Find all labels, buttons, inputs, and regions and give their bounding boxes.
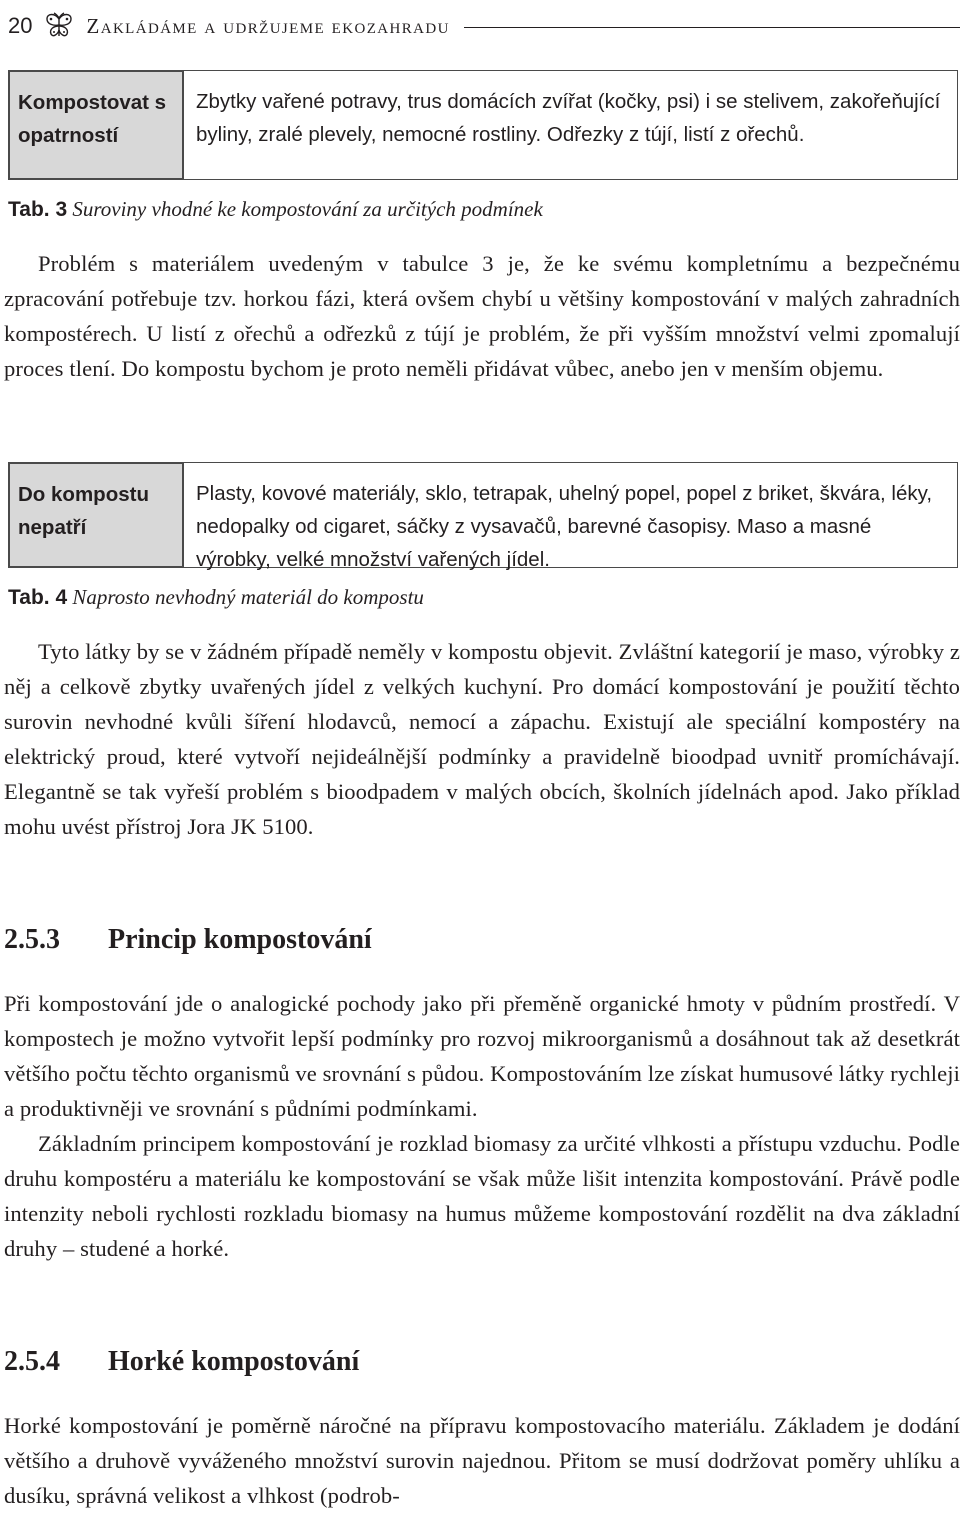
table-3 <box>8 70 958 180</box>
section-title: Princip kompostování <box>108 924 372 955</box>
table-3-caption-text: Suroviny vhodné ke kompostování za určitých podmínek <box>72 197 543 221</box>
running-header-title: Zakládáme a udržujeme ekozahradu <box>86 13 450 38</box>
paragraph-after-table-4 <box>4 634 960 844</box>
section-title: Horké kompostování <box>108 1346 360 1377</box>
body-paragraph: Horké kompostování je poměrně náročné na přípravu kompostovacího materiálu. Základem je dodání většího a druhově vyváženého množství surovin najednou. Přitom se musí dodržovat poměry uhlíku a dusíku, správná velikost a vlhkost (podrob- <box>4 1413 960 1508</box>
table-3-caption <box>8 194 543 225</box>
body-paragraph: Problém s materiálem uvedeným v tabulce 3 je, že ke svému kompletnímu a bezpečnému zpracování potřebuje tzv. horkou fázi, která ovšem chybí u většiny kompostování v malých zahradních kompostérech. U listí z ořechů a odřezků z tújí je problém, že při vyšším množství velmi zpomalují proces tlení. Do kompostu bychom je proto neměli přidávat vůbec, anebo jen v menším objemu. <box>4 251 960 381</box>
table-3-caption-label: Tab. 3 <box>8 198 68 221</box>
table-3-content: Zbytky vařené potravy, trus domácích zvířat (kočky, psi) i se stelivem, zakořeňující byliny, zralé plevely, nemocné rostliny. Odřezky z tújí, listí z ořechů. <box>184 70 958 180</box>
body-paragraph: Základním principem kompostování je rozklad biomasy za určité vlhkosti a přístupu vzduchu. Podle druhu kompostéru a materiálu ke kompostování se však může lišit intenzita kompostování. Právě podle intenzity neboli rychlosti rozkladu biomasy na humus můžeme kompostování rozdělit na dva základní druhy – studené a horké. <box>4 1131 960 1261</box>
header-rule <box>464 27 960 28</box>
table-4 <box>8 462 958 571</box>
section-number: 2.5.3 <box>4 924 60 955</box>
section-2-5-3-body <box>4 986 960 1266</box>
table-4-caption <box>8 582 424 613</box>
section-number: 2.5.4 <box>4 1346 60 1377</box>
table-4-caption-text: Naprosto nevhodný materiál do kompostu <box>72 585 424 609</box>
page-number: 20 <box>8 13 33 38</box>
table-4-label: Do kompostu nepatří <box>8 462 184 568</box>
section-2-5-4-body <box>4 1408 960 1513</box>
table-3-label: Kompostovat s opatrností <box>8 70 184 180</box>
section-heading-2-5-3 <box>4 920 372 960</box>
table-4-content: Plasty, kovové materiály, sklo, tetrapak, uhelný popel, popel z briket, škvára, léky, nedopalky od cigaret, sáčky z vysavačů, barevné časopisy. Maso a masné výrobky, velké množství vařených jídel. <box>184 462 958 568</box>
section-heading-2-5-4 <box>4 1342 359 1382</box>
body-paragraph: Tyto látky by se v žádném případě neměly v kompostu objevit. Zvláštní kategorií je maso, výrobky z něj a celkově zbytky uvařených jídel z velkých kuchyní. Pro domácí kompostování je použití těchto surovin nevhodné kvůli šíření hlodavců, nemocí a zápachu. Existují ale speciální kompostéry na elektrický proud, které vytvoří nejideálnější podmínky a pravidelně bioodpad uvnitř promíchávají. Elegantně se tak vyřeší problém s bioodpadem v malých obcích, školních jídelnách apod. Jako příklad mohu uvést přístroj Jora JK 5100. <box>4 639 960 839</box>
running-header <box>8 6 960 46</box>
body-paragraph: Při kompostování jde o analogické pochody jako při přeměně organické hmoty v půdním prostředí. V kompostech je možno vytvořit lepší podmínky pro rozvoj mikroorganismů a dosáhnout tak až desetkrát většího počtu těchto organismů ve srovnání s půdou. Kompostováním lze získat humusové látky rychleji a produktivněji ve srovnání s půdními podmínkami. <box>4 991 960 1121</box>
table-4-caption-label: Tab. 4 <box>8 586 68 609</box>
paragraph-after-table-3 <box>4 246 960 386</box>
butterfly-icon <box>44 11 74 41</box>
